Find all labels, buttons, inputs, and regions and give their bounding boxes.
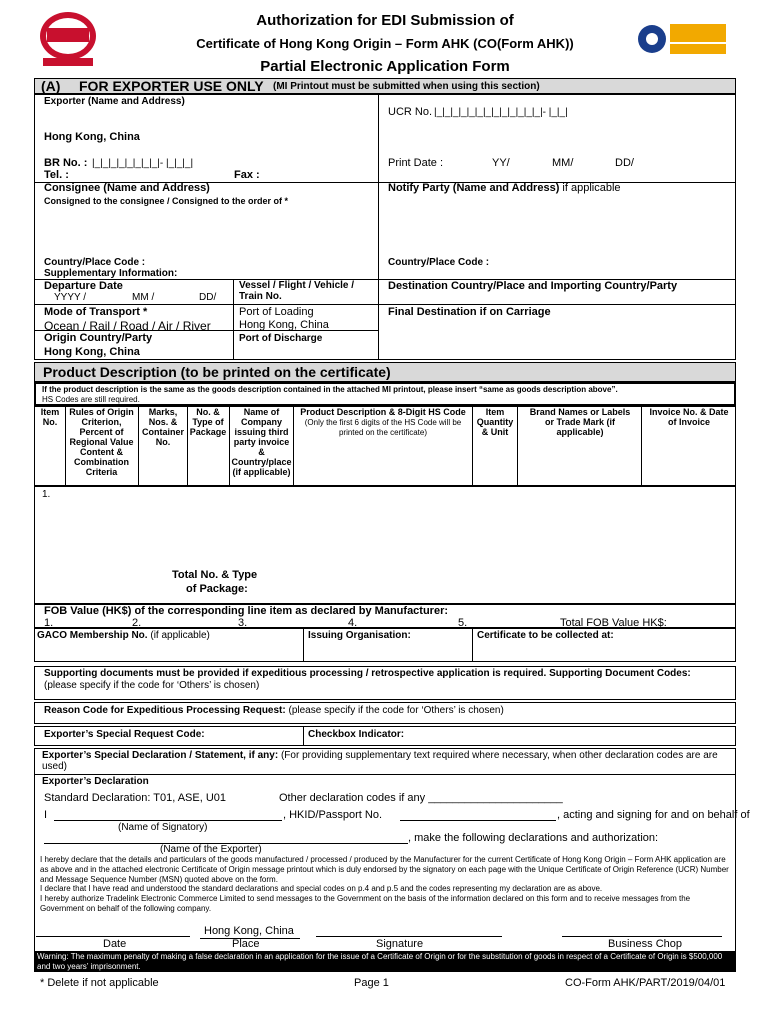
signature-line[interactable] <box>316 936 502 937</box>
consignee-country-code: Country/Place Code : <box>44 257 146 268</box>
exporter-hong-kong: Hong Kong, China <box>44 131 140 143</box>
section-a-note: (MI Printout must be submitted when using this section) <box>273 81 540 92</box>
place-label: Place <box>232 938 260 950</box>
date-label: Date <box>103 938 127 950</box>
col-package-type: No. & Type of Package <box>189 407 227 437</box>
special-declaration-title: Exporter’s Special Declaration / Statement, if any: <box>42 750 279 761</box>
checkbox-indicator-label[interactable]: Checkbox Indicator: <box>308 729 405 740</box>
declaration-text-3: I hereby authorize Tradelink Electronic Commerce Limited to send messages to the Government on the basis of the information declared on this form and to receive messages from the Government on behalf of the following company. <box>40 894 691 913</box>
product-table-body[interactable] <box>34 486 736 604</box>
declaration-text-2: I declare that I have read and understood the standard declarations and special codes on p.4 and p.5 and the codes representing my declaration are as above. <box>40 884 603 893</box>
exporter-label: Exporter (Name and Address) <box>44 96 185 107</box>
print-date-mm[interactable]: MM/ <box>552 157 574 169</box>
product-notice-2: HS Codes are still required. <box>42 395 140 404</box>
notify-party-note: if applicable <box>562 182 621 194</box>
fob-item-2[interactable]: 2. <box>132 617 142 629</box>
section-a-label: (A) <box>41 78 61 94</box>
place-value: Hong Kong, China <box>204 925 294 937</box>
reason-code-note: (please specify if the code for ‘Others’ is chosen) <box>288 705 504 716</box>
notify-country-code: Country/Place Code : <box>388 257 490 268</box>
vessel-label-2: Train No. <box>239 291 282 302</box>
supporting-docs-note: (please specify if the code for ‘Others’ is chosen) <box>44 680 260 691</box>
business-chop-label: Business Chop <box>608 938 682 950</box>
form-code: CO-Form AHK/PART/2019/04/01 <box>565 977 726 989</box>
destination-label: Destination Country/Place and Importing Country/Party <box>388 280 678 292</box>
vessel-label-1: Vessel / Flight / Vehicle / <box>239 280 355 291</box>
transport-mode-label: Mode of Transport * <box>44 306 148 318</box>
print-date-label: Print Date : <box>388 157 444 169</box>
product-notice-1: If the product description is the same as the goods description contained in the attached MI printout, please insert “same as goods description above”. <box>42 385 618 394</box>
section-a-header <box>34 78 736 94</box>
form-title-line3: Partial Electronic Application Form <box>260 58 510 75</box>
port-discharge-label: Port of Discharge <box>239 333 323 344</box>
gaco-membership-label <box>37 630 210 641</box>
ucr-input[interactable]: |_|_|_|_|_|_|_|_|_|_|_|_|_|- |_|_| <box>434 107 568 118</box>
business-chop-line[interactable] <box>562 936 722 937</box>
form-title-line2: Certificate of Hong Kong Origin – Form AHK (CO(Form AHK)) <box>196 36 574 51</box>
standard-declaration: Standard Declaration: T01, ASE, U01 <box>44 792 227 804</box>
product-section-title: Product Description (to be printed on the certificate) <box>43 364 391 380</box>
certificate-collect-label: Certificate to be collected at: <box>477 630 614 641</box>
col-invoice: Invoice No. & Date of Invoice <box>649 407 729 427</box>
port-loading-value: Hong Kong, China <box>239 319 329 331</box>
hkid-label: , HKID/Passport No. <box>283 809 383 821</box>
port-loading-label: Port of Loading <box>239 306 314 318</box>
departure-date-label: Departure Date <box>44 280 123 292</box>
special-request-label[interactable]: Exporter’s Special Request Code: <box>44 729 205 740</box>
exporter-name-caption: (Name of the Exporter) <box>160 844 262 855</box>
date-line[interactable] <box>36 936 190 937</box>
col-item-no: Item No. <box>40 407 60 427</box>
col-product-description-note: (Only the first 6 digits of the HS Code will be printed on the certificate) <box>304 418 462 437</box>
col-brand-names: Brand Names or Labels or Trade Mark (if applicable) <box>529 407 631 437</box>
special-declaration-note: (For providing supplementary text required where necessary, when other declaration codes are are used) <box>42 750 718 772</box>
signature-label: Signature <box>376 938 424 950</box>
fob-item-1[interactable]: 1. <box>44 617 54 629</box>
origin-label: Origin Country/Party <box>44 332 153 344</box>
total-package-label-1: Total No. & Type <box>172 569 258 581</box>
origin-value: Hong Kong, China <box>44 346 140 358</box>
acting-on-behalf-text: , acting and signing for and on behalf of <box>557 809 750 821</box>
fob-label: FOB Value (HK$) of the corresponding line item as declared by Manufacturer: <box>44 605 449 617</box>
br-label: BR No. : <box>44 157 88 169</box>
page-number: Page 1 <box>354 977 389 989</box>
gaco-membership-title: GACO Membership No. <box>37 630 148 641</box>
product-row-1: 1. <box>42 489 51 500</box>
warning-banner: Warning: The maximum penalty of making a false declaration in an application for the issue of a Certificate of Origin or for the substitution of goods in respect of a Certificate of Origin is $500,000 and two years’ imprisonment. <box>34 951 736 972</box>
departure-dd[interactable]: DD/ <box>199 292 217 303</box>
final-destination-label: Final Destination if on Carriage <box>388 306 551 318</box>
hkid-line[interactable] <box>400 820 556 821</box>
total-package-label-2: of Package: <box>186 583 248 595</box>
exporter-declaration-title: Exporter’s Declaration <box>42 776 149 787</box>
fob-item-5[interactable]: 5. <box>458 617 468 629</box>
signatory-name-line[interactable] <box>54 820 282 821</box>
fob-item-4[interactable]: 4. <box>348 617 358 629</box>
ucr-label: UCR No. <box>388 106 433 118</box>
consigned-to-text: Consigned to the consignee / Consigned to the order of * <box>44 196 289 206</box>
print-date-dd[interactable]: DD/ <box>615 157 634 169</box>
signatory-caption: (Name of Signatory) <box>118 822 208 833</box>
print-date-yy[interactable]: YY/ <box>492 157 510 169</box>
consignee-label: Consignee (Name and Address) <box>44 182 210 194</box>
col-marks: Marks, Nos. & Container No. <box>141 407 184 447</box>
form-title-line1: Authorization for EDI Submission of <box>256 12 514 29</box>
reason-code-title: Reason Code for Expeditious Processing Request: <box>44 705 286 716</box>
fax-label: Fax : <box>234 169 260 181</box>
departure-yyyy[interactable]: YYYY / <box>54 292 87 303</box>
col-rules-of-origin: Rules of Origin Criterion, Percent of Regional Value Content & Combination Criteria <box>69 407 134 477</box>
transport-options[interactable]: Ocean / Rail / Road / Air / River <box>44 319 211 333</box>
notify-party-title: Notify Party (Name and Address) <box>388 182 560 194</box>
product-notice-box <box>34 382 736 406</box>
col-item-quantity: Item Quantity & Unit <box>476 407 514 437</box>
departure-mm[interactable]: MM / <box>132 292 155 303</box>
fob-item-3[interactable]: 3. <box>238 617 248 629</box>
supporting-docs-label: Supporting documents must be provided if expeditious processing / retrospective application is required. Supporting Document Codes: <box>44 668 691 679</box>
section-a-title: FOR EXPORTER USE ONLY <box>79 78 264 94</box>
other-declaration-codes[interactable]: Other declaration codes if any ______________________ <box>279 792 563 804</box>
tel-label: Tel. : <box>44 169 69 181</box>
declaration-i: I <box>44 809 48 821</box>
issuing-organisation-label: Issuing Organisation: <box>308 630 411 641</box>
make-declarations-text: , make the following declarations and authorization: <box>408 832 659 844</box>
supplementary-info-label: Supplementary Information: <box>44 268 178 279</box>
delete-note: * Delete if not applicable <box>40 977 159 989</box>
col-third-party-company: Name of Company issuing third party invoice & Country/place (if applicable) <box>231 407 292 477</box>
notify-party-label <box>388 182 621 194</box>
reason-code-label <box>44 705 504 716</box>
product-section-header <box>34 362 736 382</box>
col-product-description: Product Description & 8-Digit HS Code <box>300 407 466 417</box>
declaration-text-1: I hereby declare that the details and particulars of the goods manufactured / processed / produced by the Manufacturer for the current Certificate of Hong Kong Origin – Form AHK application are as above and in the attached electronic Certificate of Origin message printout which is duly endorsed by the signatory on each page with the Unique Certificate of Origin Reference (UCR) Number and Message Sequence Number (MSN) quoted above on the form. <box>40 855 729 884</box>
total-fob-label: Total FOB Value HK$: <box>560 617 667 629</box>
gaco-membership-note: (if applicable) <box>150 630 210 641</box>
br-input[interactable]: |_|_|_|_|_|_|_|_|- |_|_|_| <box>92 158 194 169</box>
special-declaration <box>42 750 730 772</box>
